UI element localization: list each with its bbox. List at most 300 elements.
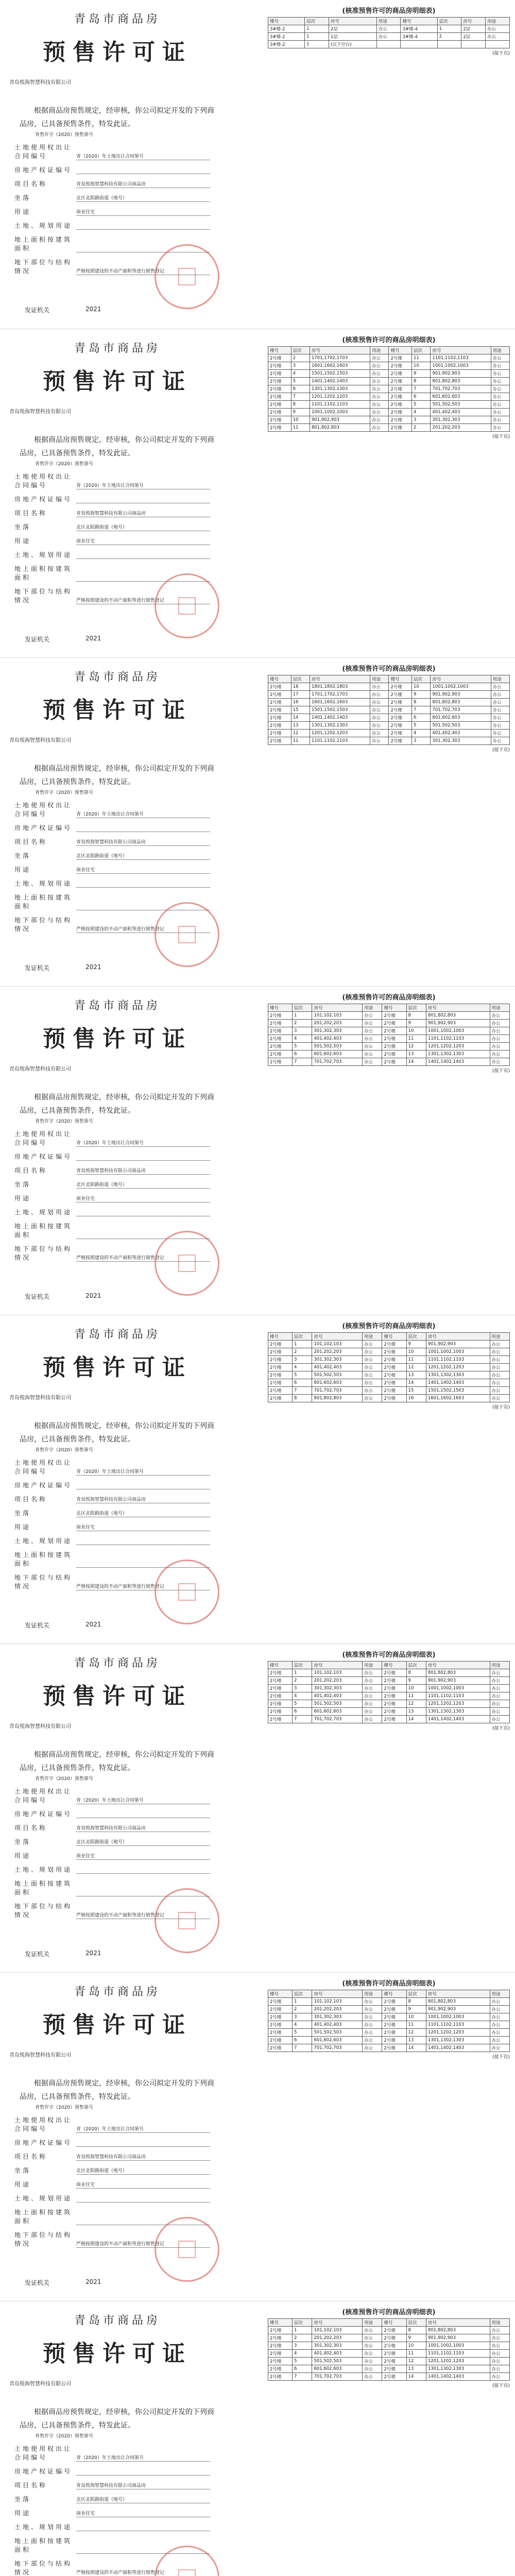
property-value	[76, 1153, 210, 1161]
project-label: 项目名称	[14, 180, 48, 188]
table-cell: 13	[406, 2037, 426, 2044]
unit-table-header-cell: 用途	[363, 2319, 382, 2327]
table-row	[268, 25, 510, 33]
land-row	[14, 801, 231, 818]
table-cell: 501,502,503	[312, 1700, 363, 1708]
unit-table-header	[268, 1662, 510, 1669]
land-label: 土地使用权出让合同编号	[14, 1459, 73, 1475]
usage-label: 用途	[14, 1523, 31, 1531]
table-cell: 8	[412, 699, 431, 706]
table-cell: 办公	[363, 1012, 382, 1020]
table-cell: 2号楼	[382, 1685, 406, 1692]
planning-label: 土地、规划用途	[14, 880, 73, 887]
unit-table-header-cell: 楼号	[268, 1990, 293, 1998]
table-cell: 办公	[490, 1371, 509, 1379]
table-cell: 1401,1402,1403	[426, 1058, 490, 1066]
unit-table-header-cell: 楼号	[268, 347, 291, 354]
usage-row	[14, 1194, 231, 1202]
table-cell: 1	[305, 33, 329, 41]
unit-table-header-cell: 层次	[293, 1662, 312, 1669]
unit-table-header	[268, 1333, 510, 1341]
table-row	[268, 1395, 510, 1402]
table-cell: 2号楼	[268, 2013, 293, 2021]
table-cell: 2号楼	[268, 1692, 293, 1700]
table-row	[268, 1058, 510, 1066]
table-cell: 2层	[329, 25, 376, 33]
table-cell: 办公	[363, 1356, 382, 1364]
table-cell: 2号楼	[382, 1027, 406, 1035]
table-cell: 办公	[363, 2365, 382, 2373]
unit-table-header-cell: 层次	[293, 2319, 312, 2327]
location-row	[14, 2166, 231, 2175]
land-label: 土地使用权出让合同编号	[14, 2445, 73, 2461]
table-cell: 701,702,703	[431, 385, 491, 393]
unit-table-header-cell: 房号	[426, 2319, 490, 2327]
table-cell: 11	[406, 2350, 426, 2358]
location-label: 坐落	[14, 2496, 31, 2503]
unit-table-header-cell: 楼号	[268, 18, 305, 25]
certificate-number: 青售许字（2020）预售第号	[35, 1119, 93, 1124]
table-row	[268, 2006, 510, 2013]
table-cell: 办公	[370, 730, 389, 737]
table-cell: 501,502,503	[312, 2358, 363, 2365]
table-cell	[376, 41, 401, 48]
table-cell: 办公	[491, 354, 509, 362]
table-cell: 5	[412, 401, 431, 409]
table-row	[268, 1387, 510, 1395]
table-cell: 11	[412, 354, 431, 362]
floor-label: 地下部位与结构情况	[14, 259, 73, 275]
table-cell: 6	[293, 2365, 312, 2373]
table-cell: 701,702,703	[312, 1058, 363, 1066]
table-cell: 2号楼	[268, 424, 291, 432]
certificate-company: 青岛悦海智慧科技有限公司	[9, 1066, 71, 1072]
project-row	[14, 1495, 231, 1503]
unit-table-header-cell: 楼号	[382, 1990, 406, 1998]
table-cell: 办公	[363, 2373, 382, 2381]
table-row	[268, 706, 510, 714]
unit-table-header-cell: 楼号	[389, 347, 412, 354]
certificate-number: 青售许字（2020）预售第号	[35, 790, 93, 795]
planning-value	[76, 2523, 210, 2531]
table-cell: 801,802,803	[431, 699, 491, 706]
table-cell: 2号楼	[382, 2021, 406, 2029]
table-cell: 办公	[370, 714, 389, 722]
table-cell: 14	[406, 1716, 426, 1723]
table-cell: 7	[293, 2044, 312, 2052]
area-label: 地上面积按建筑面积	[14, 894, 73, 910]
unit-table-header-cell: 房号	[461, 18, 486, 25]
unit-table-header-cell: 用途	[490, 1990, 509, 1998]
planning-label: 土地、规划用途	[14, 2195, 73, 2202]
table-cell: 4	[291, 370, 310, 378]
table-cell: 2号楼	[389, 385, 412, 393]
table-cell: 办公	[370, 401, 389, 409]
unit-table-header-cell: 层次	[437, 18, 461, 25]
table-cell: 2号楼	[389, 409, 412, 416]
table-cell: 2号楼	[268, 1379, 293, 1387]
certificate-paragraph: 根据商品房预售规定，经审核，你公司拟定开发的下列商品房，已具备预售条件，特发此证。	[20, 1751, 214, 1772]
table-cell: 办公	[370, 706, 389, 714]
project-row	[14, 837, 231, 846]
table-cell: 办公	[363, 2006, 382, 2013]
location-label: 坐落	[14, 523, 31, 531]
floor-value: 严格按照建设的不动产面积等进行销售登记	[76, 2569, 210, 2576]
unit-table-header-cell: 房号	[310, 347, 370, 354]
table-cell: 17	[291, 691, 310, 699]
table-cell: 2	[293, 2334, 312, 2342]
property-label: 房地产权证编号	[14, 1153, 73, 1160]
table-cell: 2	[412, 424, 431, 432]
table-cell: 2号楼	[382, 2373, 406, 2381]
unit-table-header-cell: 楼号	[382, 1333, 406, 1341]
detail-title: (核准预售许可的商品房明细表)	[342, 665, 436, 673]
table-cell: 2号楼	[268, 1371, 293, 1379]
table-row	[268, 1692, 510, 1700]
table-cell: 9	[406, 1341, 426, 1348]
property-value	[76, 824, 210, 832]
certificate-footer	[25, 635, 101, 643]
table-cell: 2号楼	[268, 730, 291, 737]
project-row	[14, 509, 231, 517]
table-cell: 办公	[363, 1035, 382, 1043]
table-cell: 办公	[490, 1716, 509, 1723]
table-cell: 2号楼	[382, 2350, 406, 2358]
certificate-paragraph: 根据商品房预售规定，经审核，你公司拟定开发的下列商品房，已具备预售条件，特发此证。	[20, 2079, 214, 2101]
table-cell: 办公	[490, 2358, 509, 2365]
table-cell: 4	[412, 409, 431, 416]
table-cell: 2号楼	[268, 1058, 293, 1066]
detail-panel	[268, 2307, 510, 2388]
unit-table-header-cell: 楼号	[268, 1004, 293, 1012]
table-cell: 2号楼	[382, 2013, 406, 2021]
table-cell: 2号楼	[268, 1020, 293, 1027]
table-row	[268, 385, 510, 393]
detail-panel	[268, 334, 510, 439]
detail-panel	[268, 1978, 510, 2060]
table-cell: 2层	[461, 25, 486, 33]
license-page	[0, 986, 515, 1315]
land-row	[14, 2115, 231, 2133]
unit-table-header-cell: 用途	[491, 347, 509, 354]
unit-table-header-cell: 房号	[312, 1004, 363, 1012]
page-note: (接下页)	[492, 434, 510, 439]
table-row	[268, 1685, 510, 1692]
table-cell: 办公	[370, 409, 389, 416]
table-cell: 901,902,903	[431, 370, 491, 378]
table-cell: 6	[412, 393, 431, 401]
property-row	[14, 1809, 231, 1818]
table-row	[268, 2021, 510, 2029]
planning-value	[76, 1209, 210, 1216]
unit-table-header-cell: 楼号	[382, 1662, 406, 1669]
table-cell: 2号楼	[268, 1716, 293, 1723]
table-cell: 801,802,803	[426, 1012, 490, 1020]
table-cell: 10	[406, 1027, 426, 1035]
table-cell: 9	[406, 2334, 426, 2342]
table-cell: 3	[293, 1356, 312, 1364]
table-row	[268, 1677, 510, 1685]
unit-table-header-cell: 楼号	[268, 675, 291, 683]
table-cell: 11	[406, 2021, 426, 2029]
table-cell: 2号楼	[268, 2044, 293, 2052]
table-cell: 2号楼	[268, 2021, 293, 2029]
location-label: 坐落	[14, 2167, 31, 2174]
table-row	[268, 1043, 510, 1050]
certificate-title: 预售许可证	[43, 368, 192, 395]
table-row	[268, 370, 510, 378]
table-cell: 办公	[491, 416, 509, 424]
unit-table-header-cell: 用途	[363, 1662, 382, 1669]
table-cell: 2号楼	[382, 1700, 406, 1708]
unit-table-header	[268, 675, 510, 683]
table-cell: 2号楼	[382, 1387, 406, 1395]
table-cell: 办公	[490, 2373, 509, 2381]
certificate-city: 青岛市商品房	[74, 13, 161, 26]
table-row	[268, 416, 510, 424]
table-cell: 301,302,303	[312, 2013, 363, 2021]
unit-table	[268, 17, 510, 48]
area-label: 地上面积按建筑面积	[14, 2537, 73, 2553]
unit-table-header-cell: 用途	[370, 347, 389, 354]
certificate	[4, 2304, 231, 2576]
table-cell: 2号楼	[268, 737, 291, 745]
table-cell: 10	[412, 362, 431, 370]
table-cell: 801,802,803	[426, 1669, 490, 1677]
table-cell: 2号楼	[382, 2037, 406, 2044]
table-row	[268, 691, 510, 699]
table-cell: 901,902,903	[431, 691, 491, 699]
table-cell: 1401,1402,1403	[426, 1379, 490, 1387]
floor-label: 地下部位与结构情况	[14, 1245, 73, 1261]
planning-value	[76, 222, 210, 230]
table-cell: 办公	[490, 1050, 509, 1058]
table-cell: 办公	[370, 699, 389, 706]
planning-label: 土地、规划用途	[14, 2523, 73, 2531]
page-note: (接下页)	[492, 2055, 510, 2060]
table-cell: 901,902,903	[426, 2006, 490, 2013]
certificate-company: 青岛悦海智慧科技有限公司	[9, 738, 71, 743]
unit-table	[268, 1661, 510, 1723]
table-cell: 301,302,303	[431, 416, 491, 424]
table-cell: 10	[291, 416, 310, 424]
location-row	[14, 1509, 231, 1517]
unit-table-header-cell: 楼号	[268, 1662, 293, 1669]
table-cell: 15	[406, 1387, 426, 1395]
table-cell: 办公	[490, 2327, 509, 2334]
table-cell: 2号楼	[268, 2358, 293, 2365]
usage-row	[14, 865, 231, 874]
table-cell: 1301,1302,1303	[426, 1708, 490, 1716]
planning-value	[76, 1537, 210, 1545]
table-cell: 办公	[363, 1020, 382, 1027]
table-cell: 办公	[363, 1379, 382, 1387]
table-cell: 2号楼	[389, 737, 412, 745]
table-cell: 3	[291, 362, 310, 370]
table-cell: 2号楼	[268, 385, 291, 393]
unit-table-header-cell: 用途	[370, 675, 389, 683]
table-cell	[461, 41, 486, 48]
table-cell: 4	[293, 2021, 312, 2029]
land-value: 青（2020）年土地出让合同第号	[76, 482, 210, 489]
page-note: (接下页)	[492, 51, 510, 56]
detail-title: (核准预售许可的商品房明细表)	[342, 7, 436, 15]
table-cell: 1101,1102,1103	[426, 1692, 490, 1700]
table-cell: 办公	[491, 401, 509, 409]
floor-value: 严格按照建设的不动产面积等进行销售登记	[76, 1911, 210, 1919]
table-cell: 4	[293, 1364, 312, 1371]
table-cell: 2号楼	[382, 2358, 406, 2365]
table-row	[268, 683, 510, 691]
unit-table-header-cell: 层次	[305, 18, 329, 25]
table-cell: 2号楼	[382, 1058, 406, 1066]
table-cell: 601,602,603	[431, 393, 491, 401]
certificate-city: 青岛市商品房	[74, 1328, 161, 1341]
table-cell: 办公	[363, 1364, 382, 1371]
table-cell: 4	[293, 1035, 312, 1043]
table-row	[268, 1716, 510, 1723]
floor-value: 严格按照建设的不动产面积等进行销售登记	[76, 1254, 210, 1262]
table-cell: 2号楼	[382, 2029, 406, 2037]
table-cell: 2号楼	[268, 1677, 293, 1685]
property-row	[14, 495, 231, 503]
table-cell: 办公	[490, 2021, 509, 2029]
table-cell: 办公	[363, 1043, 382, 1050]
location-label: 坐落	[14, 1838, 31, 1845]
table-cell: 办公	[370, 416, 389, 424]
license-page	[0, 1315, 515, 1643]
table-cell: 16	[291, 699, 310, 706]
table-row	[268, 1341, 510, 1348]
land-label: 土地使用权出让合同编号	[14, 1130, 73, 1146]
usage-label: 用途	[14, 1195, 31, 1202]
location-value: 北区北阳路街道（地号）	[76, 852, 210, 860]
table-cell: 13	[406, 1371, 426, 1379]
area-label: 地上面积按建筑面积	[14, 1880, 73, 1896]
planning-row	[14, 2194, 231, 2202]
table-cell: 9	[406, 1677, 426, 1685]
table-cell: 2号楼	[382, 2006, 406, 2013]
usage-value: 商业住宅	[76, 537, 210, 545]
table-cell: 701,702,703	[312, 2044, 363, 2052]
unit-table-header-cell: 层次	[406, 1004, 426, 1012]
table-row	[268, 33, 510, 41]
table-row	[268, 401, 510, 409]
table-cell: 2号楼	[389, 393, 412, 401]
table-cell: 1301,1302,1303	[426, 1371, 490, 1379]
table-cell: 办公	[370, 378, 389, 385]
unit-table-header-cell: 楼号	[401, 18, 437, 25]
detail-title: (核准预售许可的商品房明细表)	[342, 2309, 436, 2316]
table-cell: 2号楼	[382, 1050, 406, 1058]
area-label: 地上面积按建筑面积	[14, 565, 73, 581]
property-row	[14, 823, 231, 832]
table-cell: 10	[406, 1685, 426, 1692]
unit-table-header-cell: 用途	[490, 1662, 509, 1669]
table-cell: 办公	[490, 1035, 509, 1043]
table-cell: 2号楼	[389, 706, 412, 714]
table-cell: 10	[406, 2342, 426, 2350]
table-cell: 6	[412, 714, 431, 722]
table-cell: 14	[406, 1058, 426, 1066]
project-row	[14, 2152, 231, 2161]
table-cell: 2号楼	[389, 401, 412, 409]
table-cell: 办公	[363, 1685, 382, 1692]
table-cell: 办公	[490, 1356, 509, 1364]
table-row	[268, 2350, 510, 2358]
table-cell: 7	[412, 706, 431, 714]
unit-table	[268, 346, 510, 432]
table-cell: 6	[293, 1379, 312, 1387]
certificate-footer	[25, 2278, 101, 2287]
official-seal-icon	[154, 2217, 219, 2282]
table-cell: 1701,1702,1703	[310, 691, 370, 699]
table-cell: 2号楼	[382, 1395, 406, 1402]
table-cell: 1101,1102,1103	[426, 2350, 490, 2358]
floor-label: 地下部位与结构情况	[14, 1574, 73, 1590]
table-cell: 2号楼	[382, 1379, 406, 1387]
property-value	[76, 166, 210, 174]
table-cell: 办公	[363, 2327, 382, 2334]
unit-table-header-cell: 用途	[363, 1990, 382, 1998]
table-cell: 办公	[363, 1371, 382, 1379]
certificate-title: 预售许可证	[43, 2012, 192, 2038]
table-cell: 10	[406, 1348, 426, 1356]
certificate-number: 青售许字（2020）预售第号	[35, 1776, 93, 1782]
planning-label: 土地、规划用途	[14, 551, 73, 558]
table-row	[268, 2342, 510, 2350]
land-row	[14, 472, 231, 489]
table-row	[268, 2013, 510, 2021]
unit-table-header-cell: 层次	[293, 1333, 312, 1341]
table-cell: 2	[437, 33, 461, 41]
unit-table-header-cell: 层次	[406, 1662, 426, 1669]
table-cell: 5	[293, 1371, 312, 1379]
table-cell: 3	[293, 1027, 312, 1035]
table-cell: 12	[406, 1043, 426, 1050]
issue-date: 2021	[85, 1950, 101, 1957]
table-cell: 501,502,503	[431, 401, 491, 409]
table-cell: 13	[406, 2365, 426, 2373]
table-cell: 办公	[370, 722, 389, 730]
location-value: 北区北阳路街道（地号）	[76, 523, 210, 531]
table-cell: 3#楼-2	[268, 25, 305, 33]
certificate-footer	[25, 1950, 101, 1958]
location-row	[14, 2495, 231, 2503]
location-row	[14, 522, 231, 531]
table-cell: 2号楼	[268, 2029, 293, 2037]
unit-table-header-cell: 层次	[412, 675, 431, 683]
certificate-paragraph: 根据商品房预售规定，经审核，你公司拟定开发的下列商品房，已具备预售条件，特发此证。	[20, 107, 214, 128]
table-cell: 11	[406, 1692, 426, 1700]
detail-panel	[268, 1320, 510, 1410]
table-cell: 1001,1002,1003	[426, 1685, 490, 1692]
certificate-paragraph: 根据商品房预售规定，经审核，你公司拟定开发的下列商品房，已具备预售条件，特发此证。	[20, 2408, 214, 2430]
issuer-label: 发证机关	[25, 964, 50, 972]
table-cell: 2号楼	[268, 1700, 293, 1708]
table-row	[268, 1364, 510, 1371]
official-seal-icon	[154, 1888, 219, 1953]
table-row	[268, 409, 510, 416]
table-cell: 101,102,103	[312, 1341, 363, 1348]
table-cell: 1201,1202,1203	[426, 1364, 490, 1371]
table-cell: 601,602,603	[312, 1379, 363, 1387]
table-cell: 2号楼	[268, 691, 291, 699]
table-row	[268, 2365, 510, 2373]
certificate-company: 青岛悦海智慧科技有限公司	[9, 2381, 71, 2387]
table-cell: 1401,1402,1403	[310, 378, 370, 385]
unit-table-header-cell: 层次	[293, 1004, 312, 1012]
